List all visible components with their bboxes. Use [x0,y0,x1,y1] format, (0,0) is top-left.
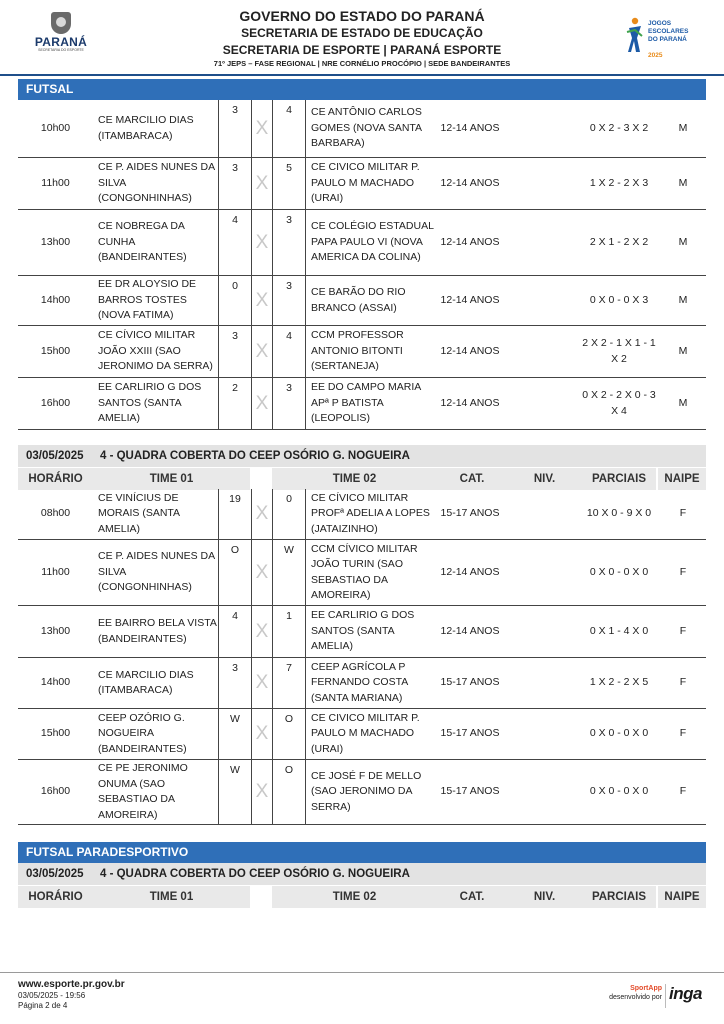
jogos-logo-line-3: DO PARANÁ [648,36,687,43]
match-time [18,100,93,157]
team-01-score [218,210,252,275]
match-time-text: 10h00 [40,121,71,134]
team-01-score [218,658,252,708]
category [435,606,505,657]
footer-info [18,978,125,1011]
table-row [18,100,706,158]
team-01-name-text: EE BAIRRO BELA VISTA (BANDEIRANTES) [98,617,217,645]
col-time-02: TIME 02 [272,468,437,490]
table-row [18,489,706,540]
versus-mark [252,158,272,209]
category [435,658,505,708]
gender-text: M [678,293,688,306]
team-01-score [218,100,252,157]
team-01-score [218,378,252,429]
level [505,540,575,605]
versus-mark [252,709,272,759]
versus-mark-text: X [255,340,269,362]
gender [660,378,706,429]
level [505,709,575,759]
match-time-text: 13h00 [40,235,71,248]
table-row [18,709,706,760]
partial-scores [578,210,660,275]
versus-mark-text: X [255,392,269,414]
team-01-name-text: CE MARCILIO DIAS (ITAMBARACA) [98,668,194,696]
team-02-score-text: 3 [286,382,292,394]
team-01-score-text: 4 [232,610,238,622]
partial-scores [578,378,660,429]
column-header-row [18,468,706,490]
gender-text: F [679,727,687,740]
team-01-name-text: EE CARLIRIO G DOS SANTOS (SANTA AMELIA) [98,381,202,425]
parana-shield-icon [51,12,71,34]
team-02-name [311,378,435,429]
team-01-score [218,326,252,377]
category-text: 12-14 ANOS [440,121,500,134]
header-line-4: 71º JEPS – FASE REGIONAL | NRE CORNÉLIO PROCÓPIO | SEDE BANDEIRANTES [213,59,511,68]
match-time-text: 16h00 [40,785,71,798]
gender-text: M [678,235,688,248]
category [435,760,505,824]
gender-text: F [679,785,687,798]
gender [660,100,706,157]
partial-scores-text: 2 X 1 - 2 X 2 [589,235,649,248]
team-02-score-text: 5 [286,162,292,174]
header-line-1: GOVERNO DO ESTADO DO PARANÁ [239,8,485,24]
team-01-name-text: CE CÍVICO MILITAR JOÃO XXIII (SAO JERONIMO DA SERRA) [98,329,213,373]
team-02-score [272,760,306,824]
team-02-name [311,210,435,275]
versus-mark-text: X [255,781,269,803]
team-02-score-text: 7 [286,662,292,674]
col-time-01: TIME 01 [93,468,250,490]
versus-mark-text: X [255,289,269,311]
col-time-01-2: TIME 01 [93,886,250,908]
team-02-name [311,489,435,539]
team-02-name-text: CE ANTÔNIO CARLOS GOMES (NOVA SANTA BARBARA) [311,106,422,150]
team-01-name [98,158,218,209]
category [435,709,505,759]
match-time [18,540,93,605]
partial-scores-text: 1 X 2 - 2 X 3 [589,176,649,189]
category-text: 12-14 ANOS [440,293,500,306]
team-01-name [98,378,218,429]
team-02-score [272,378,306,429]
level [505,378,575,429]
col-time-02-2: TIME 02 [272,886,437,908]
table-row [18,210,706,276]
team-02-score-text: O [284,764,294,776]
match-time [18,158,93,209]
sportapp-label: SportApp [630,985,662,992]
team-02-name [311,100,435,157]
table-row [18,540,706,606]
category [435,378,505,429]
category [435,489,505,539]
team-01-name [98,276,218,325]
col-cat: CAT. [437,468,507,490]
gender-text: F [679,676,687,689]
team-02-score [272,100,306,157]
match-time [18,489,93,539]
team-02-score [272,540,306,605]
table-row [18,760,706,825]
partial-scores [578,158,660,209]
partial-scores-text: 10 X 0 - 9 X 0 [586,507,652,520]
match-time [18,606,93,657]
jogos-logo-year: 2025 [648,52,663,59]
match-time-text: 15h00 [40,727,71,740]
header-divider [0,74,724,76]
partial-scores [578,489,660,539]
team-02-score-text: W [284,544,294,556]
partial-scores-text: 0 X 2 - 3 X 2 [589,121,649,134]
partial-scores [578,709,660,759]
footer-site-link[interactable]: www.esporte.pr.gov.br [18,979,125,990]
versus-mark [252,540,272,605]
athlete-figure-icon [626,16,644,56]
col-niv-2: NIV. [507,886,582,908]
match-time-text: 08h00 [40,507,71,520]
team-01-score-text: W [230,764,240,776]
versus-mark-text: X [255,231,269,253]
match-date: 03/05/2025 [26,450,84,462]
match-time-text: 11h00 [41,176,70,189]
team-01-score-text: 3 [232,330,238,342]
level [505,489,575,539]
match-venue-2: 4 - QUADRA COBERTA DO CEEP OSÓRIO G. NOGUEIRA [100,868,410,880]
table-row [18,326,706,378]
team-01-name [98,540,218,605]
team-02-name-text: CCM CÍVICO MILITAR JOÃO TURIN (SAO SEBASTIAO DA AMOREIRA) [311,542,418,601]
footer-logo-divider [665,984,666,1008]
category [435,210,505,275]
gender [660,606,706,657]
table-row [18,658,706,709]
partial-scores-text: 2 X 2 - 1 X 1 - 1 X 2 [582,337,656,365]
versus-mark [252,276,272,325]
partial-scores [578,606,660,657]
gender-text: F [679,507,687,520]
team-02-score [272,606,306,657]
team-02-score-text: 1 [286,610,292,622]
parana-logo-sub: SECRETARIA DO ESPORTE [38,48,84,52]
jogos-logo-text [648,20,688,44]
col-horario-2: HORÁRIO [18,886,93,908]
team-02-name [311,709,435,759]
partial-scores [578,760,660,824]
footer-credits [596,984,662,1002]
versus-mark-text: X [255,620,269,642]
versus-mark-text: X [255,723,269,745]
partial-scores-text: 1 X 2 - 2 X 5 [589,676,649,689]
team-01-name-text: CE P. AIDES NUNES DA SILVA (CONGONHINHAS) [98,161,215,205]
developed-by-label: desenvolvido por [609,994,662,1001]
team-01-name-text: CE VINÍCIUS DE MORAIS (SANTA AMELIA) [98,491,180,535]
match-time-text: 16h00 [40,396,71,409]
category-text: 15-17 ANOS [440,727,500,740]
match-time [18,276,93,325]
gender-text: M [678,344,688,357]
col-naipe-2: NAIPE [658,886,706,908]
category-text: 15-17 ANOS [440,507,500,520]
team-01-score-text: 2 [232,382,238,394]
table-row [18,158,706,210]
match-time [18,378,93,429]
team-01-score [218,276,252,325]
versus-mark [252,100,272,157]
match-time-text: 14h00 [40,676,71,689]
match-time-text: 14h00 [40,293,71,306]
category-text: 12-14 ANOS [440,176,500,189]
col-parciais: PARCIAIS [582,468,656,490]
gender [660,709,706,759]
parana-logo-name: PARANÁ [34,35,88,49]
team-01-score [218,760,252,824]
gender [660,326,706,377]
match-time [18,709,93,759]
team-02-name-text: CCM PROFESSOR ANTONIO BITONTI (SERTANEJA) [311,329,404,373]
partial-scores-text: 0 X 0 - 0 X 0 [589,727,649,740]
header-title-block [150,8,574,70]
partial-scores-text: 0 X 1 - 4 X 0 [589,624,649,637]
versus-mark [252,658,272,708]
team-01-name-text: CE MARCILIO DIAS (ITAMBARACA) [98,114,194,142]
col-parciais-2: PARCIAIS [582,886,656,908]
team-01-score-text: 3 [232,104,238,116]
team-01-name [98,326,218,377]
team-02-score-text: 0 [286,493,292,505]
jogos-escolares-logo [624,12,696,62]
team-02-name-text: CE CIVICO MILITAR P. PAULO M MACHADO (URAI) [311,711,420,755]
match-time-text: 15h00 [40,344,71,357]
team-02-score [272,709,306,759]
team-02-score-text: 3 [286,214,292,226]
team-01-name [98,709,218,759]
team-02-name [311,540,435,605]
category-text: 12-14 ANOS [440,396,500,409]
match-time [18,210,93,275]
partial-scores [578,326,660,377]
col-horario: HORÁRIO [18,468,93,490]
team-02-score-text: 3 [286,280,292,292]
team-02-score-text: 4 [286,330,292,342]
team-01-name-text: CE NOBREGA DA CUNHA (BANDEIRANTES) [98,220,187,264]
level [505,658,575,708]
team-01-name [98,210,218,275]
jogos-logo-line-2: ESCOLARES [648,28,689,35]
team-01-name-text: CEEP OZÓRIO G. NOGUEIRA (BANDEIRANTES) [98,711,187,755]
team-01-name [98,100,218,157]
versus-mark-text: X [255,172,269,194]
level [505,276,575,325]
match-time-text: 13h00 [40,624,71,637]
team-02-name [311,276,435,325]
date-venue-bar [18,445,706,467]
team-01-score-text: 4 [232,214,238,226]
team-01-score-text: O [230,544,240,556]
versus-mark-text: X [255,561,269,583]
team-01-score-text: 0 [232,280,238,292]
team-02-name [311,658,435,708]
col-niv: NIV. [507,468,582,490]
versus-mark [252,210,272,275]
gender-text: M [678,176,688,189]
footer-page-number: Página 2 de 4 [18,1001,68,1010]
gender [660,158,706,209]
team-01-score [218,489,252,539]
gender-text: M [678,396,688,409]
page-header [0,0,724,78]
versus-mark [252,489,272,539]
inga-logo: inga [669,984,702,1003]
team-01-name [98,489,218,539]
category-text: 12-14 ANOS [440,235,500,248]
header-line-2: SECRETARIA DE ESTADO DE EDUCAÇÃO [241,26,483,40]
category [435,100,505,157]
team-02-score [272,276,306,325]
parana-logo [30,12,92,62]
category [435,540,505,605]
date-venue-bar-2 [18,863,706,885]
section-futsal-paradesportivo-bar: FUTSAL PARADESPORTIVO [18,842,706,863]
team-02-score [272,658,306,708]
level [505,158,575,209]
team-01-name [98,606,218,657]
team-01-score-text: 3 [232,162,238,174]
table-row [18,378,706,430]
team-02-name-text: EE DO CAMPO MARIA APª P BATISTA (LEOPOLIS) [311,381,421,425]
gender-text: M [678,121,688,134]
match-time-text: 11h00 [41,565,70,578]
versus-mark-text: X [255,672,269,694]
partial-scores [578,540,660,605]
team-02-name-text: CE JOSÉ F DE MELLO (SAO JERONIMO DA SERRA) [311,769,422,813]
team-02-name [311,760,435,824]
col-naipe: NAIPE [658,468,706,490]
team-01-name-text: CE P. AIDES NUNES DA SILVA (CONGONHINHAS) [98,550,215,594]
col-cat-2: CAT. [437,886,507,908]
match-venue: 4 - QUADRA COBERTA DO CEEP OSÓRIO G. NOGUEIRA [100,450,410,462]
category-text: 12-14 ANOS [440,344,500,357]
category-text: 15-17 ANOS [440,676,500,689]
category [435,158,505,209]
gender [660,489,706,539]
level [505,326,575,377]
gender [660,658,706,708]
header-line-3: SECRETARIA DE ESPORTE | PARANÁ ESPORTE [222,43,502,57]
table-row [18,276,706,326]
team-02-name [311,326,435,377]
team-01-name [98,760,218,824]
team-02-score [272,158,306,209]
versus-mark [252,606,272,657]
team-02-score-text: 4 [286,104,292,116]
gender [660,760,706,824]
team-01-score [218,540,252,605]
partial-scores [578,100,660,157]
partial-scores-text: 0 X 0 - 0 X 0 [589,785,649,798]
table-row [18,606,706,658]
team-02-score [272,210,306,275]
section-futsal-bar: FUTSAL [18,79,706,100]
partial-scores-text: 0 X 0 - 0 X 0 [589,565,649,578]
team-01-score-text: 19 [229,493,241,505]
team-02-name-text: CE CÍVICO MILITAR PROFª ADELIA A LOPES (JATAIZINHO) [311,491,430,535]
gender [660,276,706,325]
partial-scores-text: 0 X 0 - 0 X 3 [589,293,649,306]
match-date-2: 03/05/2025 [26,868,84,880]
versus-mark-text: X [255,503,269,525]
column-header-row-2 [18,886,706,908]
team-01-name [98,658,218,708]
team-01-score-text: 3 [232,662,238,674]
category [435,276,505,325]
partial-scores [578,658,660,708]
versus-mark [252,760,272,824]
versus-mark [252,378,272,429]
category-text: 12-14 ANOS [440,565,500,578]
team-02-score-text: O [284,713,294,725]
category-text: 12-14 ANOS [440,624,500,637]
level [505,100,575,157]
team-02-name-text: CE COLÉGIO ESTADUAL PAPA PAULO VI (NOVA AMERICA DA COLINA) [311,220,434,264]
versus-mark [252,326,272,377]
jogos-logo-line-1: JOGOS [648,20,672,27]
level [505,606,575,657]
team-02-name-text: CE BARÃO DO RIO BRANCO (ASSAI) [311,286,406,314]
team-02-score [272,489,306,539]
team-02-name-text: CE CIVICO MILITAR P. PAULO M MACHADO (URAI) [311,161,420,205]
team-01-score [218,158,252,209]
match-time [18,760,93,824]
category [435,326,505,377]
team-02-score [272,326,306,377]
versus-mark-text: X [255,117,269,139]
team-02-name-text: CEEP AGRÍCOLA P FERNANDO COSTA (SANTA MARIANA) [311,660,408,704]
partial-scores [578,276,660,325]
level [505,760,575,824]
partial-scores-text: 0 X 2 - 2 X 0 - 3 X 4 [582,389,656,417]
level [505,210,575,275]
category-text: 15-17 ANOS [440,785,500,798]
team-02-name [311,606,435,657]
team-01-score [218,709,252,759]
team-01-score-text: W [230,713,240,725]
team-01-score [218,606,252,657]
match-time [18,658,93,708]
team-02-name [311,158,435,209]
footer-divider [0,972,724,973]
footer-datetime: 03/05/2025 - 19:56 [18,991,86,1000]
gender [660,540,706,605]
gender [660,210,706,275]
gender-text: F [679,624,687,637]
team-01-name-text: EE DR ALOYSIO DE BARROS TOSTES (NOVA FATIMA) [98,278,197,322]
team-02-name-text: EE CARLIRIO G DOS SANTOS (SANTA AMELIA) [311,609,415,653]
match-time [18,326,93,377]
gender-text: F [679,565,687,578]
team-01-name-text: CE PE JERONIMO ONUMA (SAO SEBASTIAO DA AMOREIRA) [98,762,188,821]
